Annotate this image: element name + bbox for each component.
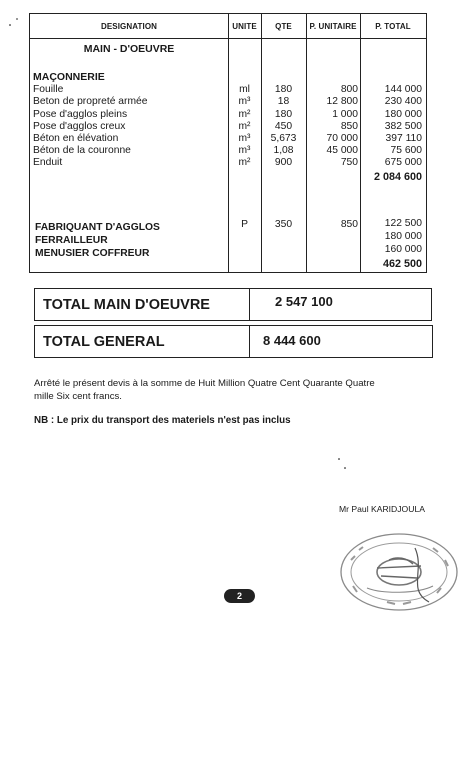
header-unite: UNITE [232,21,257,31]
header-qte: QTE [275,21,292,31]
scan-speck [344,467,346,469]
row-unite: ml [239,84,250,95]
row-qte: 350 [274,219,293,230]
total-general-value: 8 444 600 [263,333,321,348]
row-prix-total: 180 000 [384,109,422,120]
row-prix-unitaire: 800 [340,84,358,95]
row-prix-total: 122 500 [384,218,422,229]
row-unite: m³ [238,96,251,107]
scan-speck [16,18,18,20]
header-designation: DESIGNATION [100,21,158,31]
row-prix-unitaire: 850 [340,219,358,230]
total-main-oeuvre-label: TOTAL MAIN D'OEUVRE [43,297,210,313]
row-qte: 18 [277,96,290,107]
closing-line: Arrêté le présent devis à la somme de Huit Million Quatre Cent Quarante Quatre [34,378,375,389]
row-qte: 450 [274,121,293,132]
row-prix-unitaire: 850 [340,121,358,132]
header-divider [30,38,426,39]
row-designation: Fouille [33,84,64,95]
row-prix-total: 180 000 [384,231,422,242]
row-designation: FABRIQUANT D'AGGLOS [35,222,160,233]
row-designation: MENUSIER COFFREUR [35,248,150,259]
row-prix-total: 230 400 [384,96,422,107]
group-title-maconnerie: MAÇONNERIE [33,71,105,83]
header-prix-unitaire: P. UNITAIRE [309,21,357,31]
row-designation: Béton en élévation [33,133,119,144]
group-subtotal-autres: 462 500 [382,258,422,270]
row-unite: m² [238,109,251,120]
total-divider [249,326,250,357]
row-unite: m³ [238,145,251,156]
row-designation: FERRAILLEUR [35,235,108,246]
page-number: 2 [224,589,255,603]
row-designation: Beton de propreté armée [33,96,148,107]
row-designation: Enduit [33,157,63,168]
row-prix-total: 160 000 [384,244,422,255]
total-general-box [34,325,433,358]
row-qte: 5,673 [270,133,297,144]
row-prix-total: 675 000 [384,157,422,168]
header-prix-total: P. TOTAL [375,21,411,31]
total-divider [249,289,250,320]
group-subtotal-maconnerie: 2 084 600 [373,171,422,183]
row-prix-unitaire: 1 000 [332,109,358,120]
row-designation: Pose d'agglos pleins [33,109,128,120]
row-unite: m² [238,121,251,132]
company-stamp [337,530,461,614]
row-qte: 1,08 [273,145,294,156]
row-prix-unitaire: 12 800 [326,96,358,107]
nb-note: NB : Le prix du transport des materiels n'est pas inclus [34,415,291,426]
row-qte: 180 [274,109,293,120]
scan-speck [338,458,340,460]
closing-statement [34,377,414,403]
section-title: MAIN - D'OEUVRE [83,43,175,55]
total-main-oeuvre-box [34,288,432,321]
row-unite: m³ [238,133,251,144]
row-prix-unitaire: 70 000 [326,133,358,144]
row-qte: 180 [274,84,293,95]
row-prix-unitaire: 750 [340,157,358,168]
row-prix-total: 397 110 [385,133,422,144]
row-designation: Béton de la couronne [33,145,131,156]
total-general-label: TOTAL GENERAL [43,334,165,350]
closing-line: mille Six cent francs. [34,391,122,402]
row-prix-total: 75 600 [390,145,422,156]
scan-speck [9,24,11,26]
row-qte: 900 [274,157,293,168]
total-main-oeuvre-value: 2 547 100 [275,294,333,309]
signer-name: Mr Paul KARIDJOULA [339,504,425,514]
row-prix-unitaire: 45 000 [326,145,358,156]
row-unite: m² [238,157,251,168]
quote-table [29,13,427,273]
row-prix-total: 382 500 [384,121,422,132]
row-designation: Pose d'agglos creux [33,121,126,132]
row-unite: P [241,219,248,230]
row-prix-total: 144 000 [384,84,422,95]
